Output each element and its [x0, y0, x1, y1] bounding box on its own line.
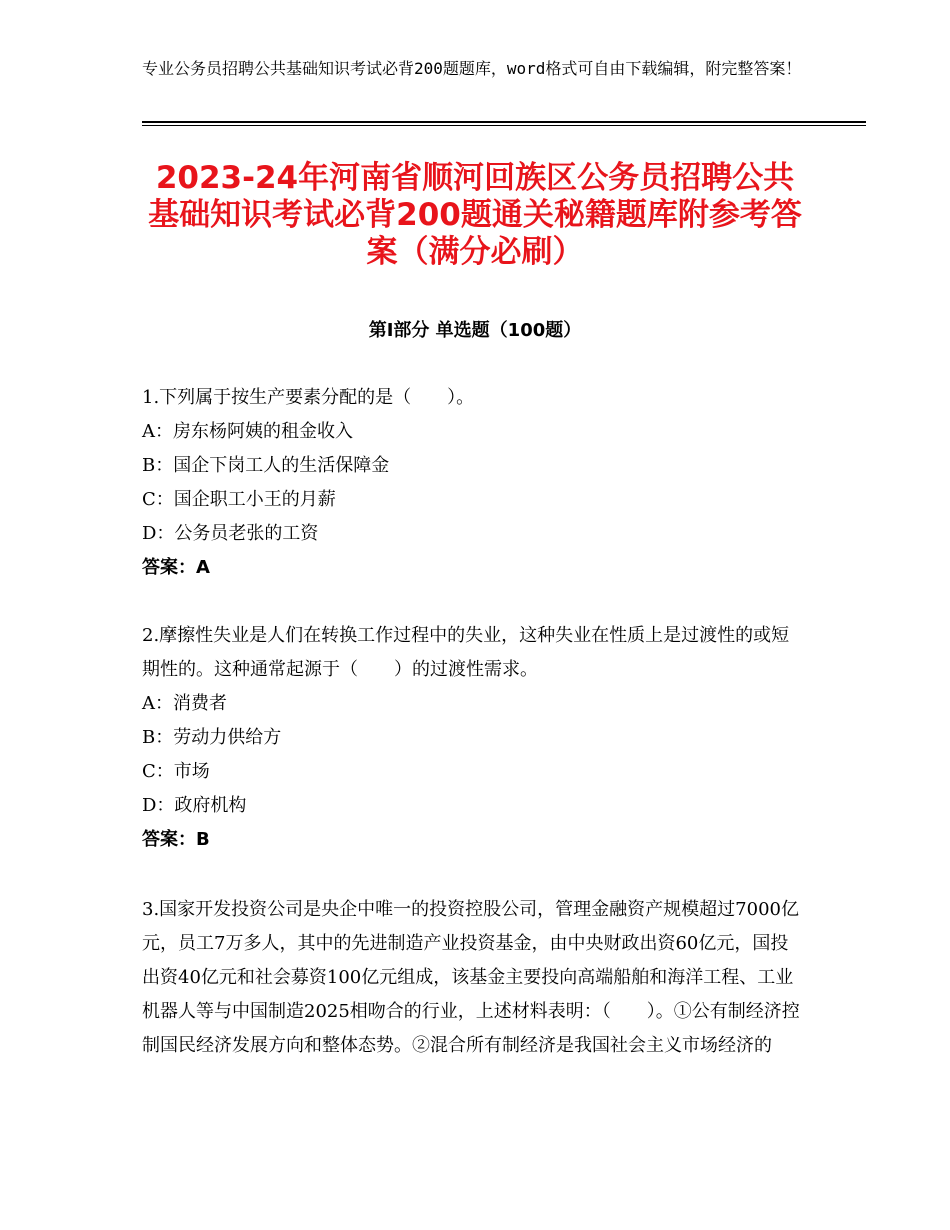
document-title: 2023-24年河南省顺河回族区公务员招聘公共基础知识考试必背200题通关秘籍题库附参考答案（满分必刷） [148, 160, 802, 270]
option-a: A：房东杨阿姨的租金收入 [142, 421, 353, 442]
question-text: 3.国家开发投资公司是央企中唯一的投资控股公司，管理金融资产规模超过7000亿元，员工7万多人，其中的先进制造产业投资基金，由中央财政出资60亿元，国投出资40亿元和社会募资100亿元组成，该基金主要投向高端船舶和海洋工程、工业机器人等与中国制造2025相吻合的行业，上述材料表明：（ ）。①公有制经济控制国民经济发展方向和整体态势。②混合所有制经济是我国社会主义市场经济的 [142, 899, 800, 1056]
answer: 答案：B [142, 829, 210, 850]
question-text: 1.下列属于按生产要素分配的是（ ）。 [142, 387, 475, 408]
header-rule-thick [142, 121, 866, 123]
question-1 [142, 381, 802, 585]
option-b: B：国企下岗工人的生活保障金 [142, 455, 390, 476]
question-text: 2.摩擦性失业是人们在转换工作过程中的失业，这种失业在性质上是过渡性的或短期性的。这种通常起源于（ ）的过渡性需求。 [142, 625, 790, 680]
header-note: 专业公务员招聘公共基础知识考试必背200题题库，word格式可自由下载编辑，附完整答案！ [142, 59, 802, 78]
option-d: D：公务员老张的工资 [142, 523, 319, 544]
option-d: D：政府机构 [142, 795, 247, 816]
answer: 答案：A [142, 557, 210, 578]
option-c: C：国企职工小王的月薪 [142, 489, 336, 510]
option-b: B：劳动力供给方 [142, 727, 282, 748]
question-2 [142, 619, 802, 857]
option-c: C：市场 [142, 761, 210, 782]
option-a: A：消费者 [142, 693, 227, 714]
header-rule-thin [142, 125, 866, 126]
question-3 [142, 893, 802, 1063]
section-title: 第Ⅰ部分 单选题（100题） [368, 320, 582, 341]
